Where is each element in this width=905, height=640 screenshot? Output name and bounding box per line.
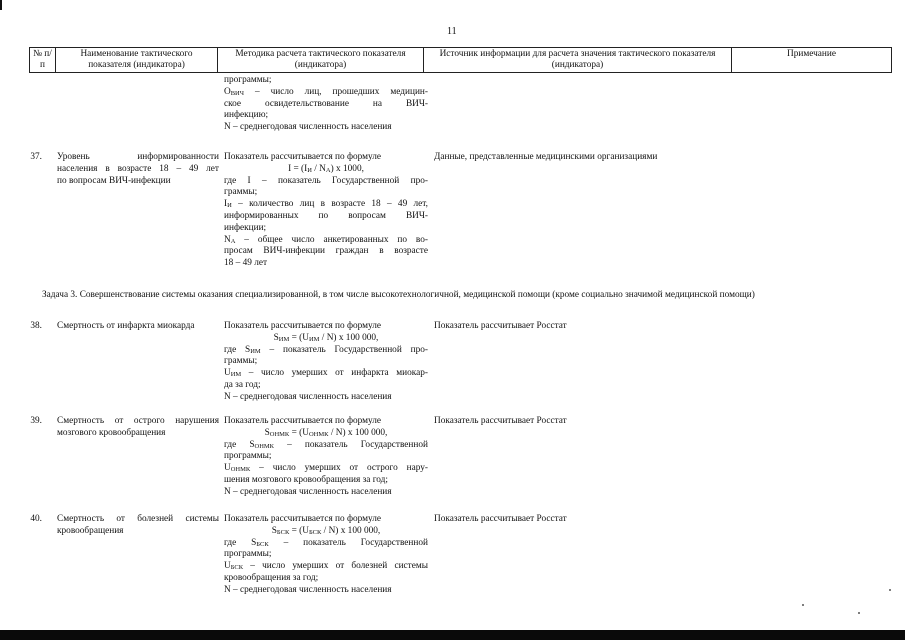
continued-method: программы; $O_{ВИЧ}$ – число лиц, прошедших медицин- ское освидетельствование на ВИЧ- инфекцию; N – среднегодовая численность населения (224, 75, 428, 133)
table-header (29, 47, 892, 73)
indicator-method: Показатель рассчитывается по формуле $S_{ИМ} = (U_{ИМ} / N)$ x 100 000, где $S_{ИМ}$ – показатель Государственной про- граммы; $U_{ИМ}$ – число умерших от инфаркта миокар- да за год; N – среднегодовая численность населения (224, 321, 428, 402)
scan-edge-mark (0, 0, 2, 10)
indicator-source: Показатель рассчитывает Росстат (434, 514, 567, 524)
indicator-method: Показатель рассчитывается по формуле $S_{ОНМК} = (U_{ОНМК} / N)$ x 100 000, где $S_{ОНМК}$ – показатель Государственной программы; $U_{ОНМК}$ – число умерших от острого нару- шения мозгового кровообращения за год; N – среднегодовая численность населения (224, 416, 429, 497)
scan-speck (858, 612, 860, 614)
scan-speck (889, 589, 891, 591)
indicator-name: Уровень информированности населения в возрасте 18 – 49 лет по вопросам ВИЧ-инфекции (57, 152, 219, 186)
indicator-name: Смертность от острого нарушения мозгового кровообращения (57, 416, 219, 438)
row-number: 40. (30, 514, 42, 524)
header-method: Методика расчета тактического показателя (индикатора) (218, 48, 424, 73)
indicator-name: Смертность от болезней системы кровообращения (57, 514, 219, 536)
header-num: № п/п (30, 48, 56, 73)
page-number: 11 (447, 26, 457, 37)
header-row (30, 48, 892, 73)
indicator-method: Показатель рассчитывается по формуле $I = (I_И / N_A)$ x 1000, где I – показатель Государственной про- граммы; $I_И$ – количество лиц в возрасте 18 – 49 лет, информированных по вопросам ВИЧ- инфекции; $N_A$ – общее число анкетированных по во- просам ВИЧ-инфекции граждан в возрасте 18 – 49 лет (224, 152, 428, 269)
task-heading: Задача 3. Совершенствование системы оказания специализированной, в том числе высокотехнологичной, медицинской помощи (кроме социально значимой медицинской помощи) (42, 290, 755, 300)
header-name: Наименование тактического показателя (индикатора) (56, 48, 218, 73)
indicator-name: Смертность от инфаркта миокарда (57, 321, 195, 331)
indicator-source: Показатель рассчитывает Росстат (434, 321, 567, 331)
row-number: 39. (30, 416, 42, 426)
scan-speck (802, 604, 804, 606)
scan-bottom-edge (0, 630, 905, 640)
row-number: 37. (30, 152, 42, 162)
indicator-method: Показатель рассчитывается по формуле $S_{БСК} = (U_{БСК} / N)$ x 100 000, где $S_{БСК}$ – показатель Государственной программы; $U_{БСК}$ – число умерших от болезней системы кровообращения за год; N – среднегодовая численность населения (224, 514, 429, 595)
indicator-source: Данные, представленные медицинскими организациями (434, 152, 658, 162)
header-note: Примечание (732, 48, 892, 73)
indicator-source: Показатель рассчитывает Росстат (434, 416, 567, 426)
row-number: 38. (30, 321, 42, 331)
header-source: Источник информации для расчета значения тактического показателя (индикатора) (424, 48, 732, 73)
